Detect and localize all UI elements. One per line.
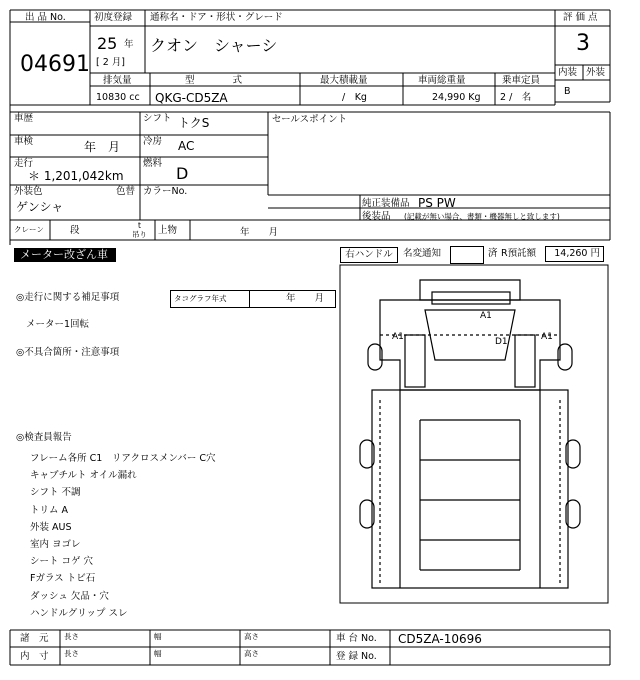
tachograph-label: タコグラフ年式: [174, 294, 227, 303]
color-change-label: 色替: [116, 186, 136, 197]
first-reg-label: 初度登録: [94, 12, 133, 23]
history-label: 車歴: [14, 113, 34, 124]
chassis-no-value: CD5ZA-10696: [398, 632, 482, 646]
meter-tampered-badge: メーター改ざん車: [14, 248, 116, 262]
inspection-label: 車検: [14, 136, 34, 147]
damage-mark: D1: [495, 337, 508, 347]
inspector-line: ハンドルグリップ スレ: [30, 607, 128, 619]
factory-equip-label: 純正装備品: [362, 198, 410, 209]
shift-label: シフト: [143, 113, 172, 124]
car-name: クオン シャーシ: [150, 36, 278, 55]
model-label: 型 式: [185, 75, 243, 86]
lot-label: 出 品 No.: [25, 12, 66, 23]
tax-label: R預託額: [501, 248, 537, 259]
displacement-value: 10830 cc: [96, 92, 140, 103]
tax-value: 14,260 円: [545, 246, 604, 262]
reg-month: [ 2 月]: [96, 57, 125, 68]
inspector-line: トリム A: [30, 504, 69, 516]
ac-label: 冷房: [143, 136, 163, 147]
name-change-label: 名変通知: [403, 248, 442, 259]
meter-note: メーター1回転: [26, 319, 90, 330]
grade-score: 3: [576, 31, 590, 56]
inspector-line: Fガラス トビ石: [30, 573, 96, 585]
crane-hanging: 吊り: [132, 230, 147, 239]
defects-label: ◎不具合箇所・注意事項: [16, 347, 120, 358]
color-no-label: カラーNo.: [143, 186, 188, 197]
ext-color-value: ゲンシャ: [16, 200, 64, 214]
shift-value: トクS: [178, 116, 210, 130]
damage-mark: A1: [541, 332, 553, 342]
damage-mark: A1: [480, 311, 492, 321]
tachograph-value: 年 月: [286, 293, 325, 304]
mileage-value: ＊ 1,201,042km: [28, 169, 124, 183]
displacement-label: 排気量: [103, 75, 132, 86]
ac-value: AC: [178, 139, 195, 153]
car-name-label: 通称名・ドア・形状・グレード: [150, 12, 283, 23]
capacity-value: 2 / 名: [500, 92, 532, 103]
footer-height-label: 高さ: [244, 632, 259, 641]
capacity-label: 乗車定員: [502, 75, 541, 86]
inspector-line: 外装 AUS: [30, 521, 72, 533]
interior-label: 内装: [558, 67, 578, 78]
inspector-line: ダッシュ 欠品・穴: [30, 590, 109, 602]
mileage-label: 走行: [14, 158, 34, 169]
chassis-no-label: 車 台 No.: [336, 633, 377, 644]
footer-length-label: 長さ: [64, 632, 79, 641]
inspector-line: シート コゲ 穴: [30, 556, 94, 568]
exterior-label: 外装: [586, 67, 606, 78]
ext-color-label: 外装色: [14, 186, 43, 197]
damage-mark: A1: [392, 332, 404, 342]
inspector-line: フレーム各所 C1 リアクロスメンバー C穴: [30, 453, 216, 464]
model-value: QKG-CD5ZA: [155, 91, 228, 105]
fuel-label: 燃料: [143, 158, 163, 169]
footer-width-label: 幅: [154, 632, 162, 641]
reg-no-label: 登 録 No.: [336, 651, 377, 662]
footer-width-label-2: 幅: [154, 649, 162, 658]
inspector-report-label: ◎検査員報告: [16, 432, 72, 443]
tax-mark: 済: [488, 248, 498, 259]
footer-specs-label: 諸 元: [20, 633, 49, 644]
inspector-line: シフト 不調: [30, 487, 81, 499]
fuel-value: D: [176, 164, 189, 183]
crane-tonnage-unit: t: [138, 221, 141, 230]
footer-length-label-2: 長さ: [64, 649, 79, 658]
max-load-value: / Kg: [342, 92, 367, 103]
inspection-value: 年 月: [84, 140, 121, 154]
lot-number: 04691: [20, 52, 90, 77]
crane-label: クレーン: [14, 225, 44, 234]
mount-value: 年 月: [240, 227, 279, 238]
gross-weight-value: 24,990 Kg: [432, 92, 481, 103]
reg-year: 25: [97, 34, 118, 53]
reg-year-unit: 年: [124, 39, 134, 50]
factory-equip-value: PS PW: [418, 196, 456, 210]
grade-label: 評 価 点: [563, 12, 598, 23]
gross-weight-label: 車両総重量: [418, 75, 466, 86]
rhd-badge: 右ハンドル: [340, 247, 398, 263]
crane-value: 段: [70, 225, 80, 236]
footer-height-label-2: 高さ: [244, 649, 259, 658]
aftermarket-label: 後装品: [362, 211, 391, 222]
interior-grade: B: [564, 86, 571, 97]
sales-points-label: セールスポイント: [272, 114, 348, 125]
max-load-label: 最大積載量: [320, 75, 368, 86]
footer-contents-label: 内 寸: [20, 651, 49, 662]
driving-notes-label: ◎走行に関する補足事項: [16, 292, 120, 303]
aftermarket-note: (記載が無い場合、書類・機器無しと致します): [404, 212, 560, 221]
inspector-line: 室内 ヨゴレ: [30, 539, 81, 551]
mount-label: 上物: [158, 225, 178, 236]
inspector-line: キャブチルト オイル漏れ: [30, 470, 137, 482]
